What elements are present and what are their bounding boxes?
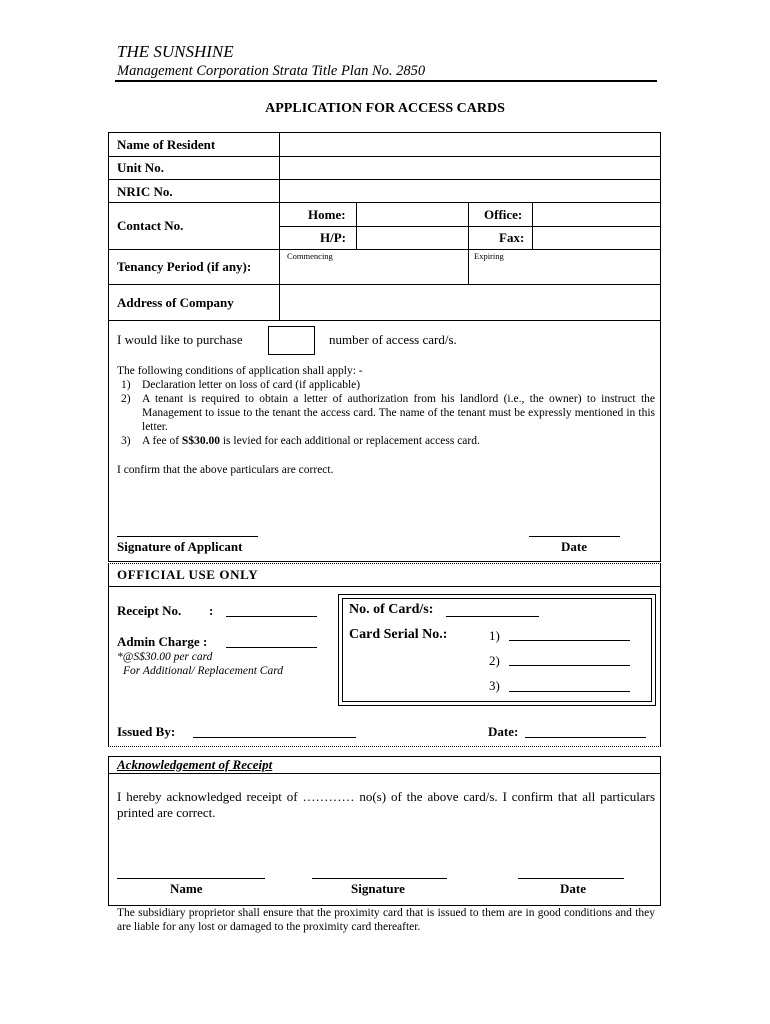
acknowledgement-heading-rule	[108, 773, 661, 774]
office-label: Office:	[484, 207, 523, 222]
condition-text: A tenant is required to obtain a letter of authorization from his landlord (i.e., the owner) to instruct the Management to issue to the tenant the access card. The name of the tenant must be expressly mentioned in this letter.	[142, 393, 655, 433]
card-serial-label: Card Serial No.:	[349, 627, 448, 642]
expiring-label: Expiring	[474, 251, 504, 261]
condition-number: 2)	[121, 393, 131, 405]
fee-amount: S$30.00	[181, 435, 220, 447]
tenancy-period-label: Tenancy Period (if any):	[117, 259, 252, 274]
home-phone-field[interactable]	[357, 203, 468, 226]
resident-name-field[interactable]	[280, 133, 660, 156]
company-address-field[interactable]	[280, 285, 660, 320]
condition-number: 1)	[121, 379, 131, 391]
condition-text: is levied for each additional or replacement access card.	[219, 435, 480, 447]
condition-item	[117, 378, 655, 392]
official-use-heading: OFFICIAL USE ONLY	[117, 567, 259, 582]
conditions-list	[117, 378, 655, 448]
office-phone-field[interactable]	[533, 203, 660, 226]
serial-field-1[interactable]	[509, 640, 630, 641]
condition-text: Declaration letter on loss of card (if applicable)	[142, 379, 361, 391]
admin-charge-label: Admin Charge :	[117, 634, 208, 649]
serial-number-1: 1)	[489, 628, 500, 643]
serial-field-2[interactable]	[509, 665, 630, 666]
admin-charge-rate: *@S$30.00 per card	[117, 651, 213, 663]
no-of-cards-label: No. of Card/s:	[349, 602, 434, 617]
serial-number-2: 2)	[489, 653, 500, 668]
acknowledgement-heading: Acknowledgement of Receipt	[117, 757, 273, 772]
official-left-border	[108, 563, 109, 746]
official-right-border	[660, 563, 661, 746]
fax-label: Fax:	[499, 230, 525, 245]
issued-date-label: Date:	[488, 724, 519, 739]
condition-number: 3)	[121, 435, 131, 447]
official-top-border	[108, 563, 661, 564]
applicant-date-line[interactable]	[529, 536, 620, 537]
receipt-no-label: Receipt No.	[117, 603, 182, 618]
header-rule	[115, 80, 657, 82]
serial-field-3[interactable]	[509, 691, 630, 692]
admin-charge-note: For Additional/ Replacement Card	[123, 665, 284, 677]
applicant-signature-line[interactable]	[117, 536, 258, 537]
unit-no-field[interactable]	[280, 157, 660, 179]
confirm-statement: I confirm that the above particulars are correct.	[117, 464, 334, 476]
tenancy-commencing-field[interactable]	[280, 250, 468, 284]
admin-charge-field[interactable]	[226, 647, 317, 648]
nric-no-field[interactable]	[280, 180, 660, 202]
conditions-intro: The following conditions of application shall apply: -	[117, 365, 363, 377]
purchase-suffix: number of access card/s.	[329, 332, 457, 347]
tenancy-expiring-field[interactable]	[469, 250, 660, 284]
no-of-cards-field[interactable]	[446, 616, 539, 617]
commencing-label: Commencing	[287, 251, 333, 261]
receipt-no-colon: :	[209, 603, 214, 618]
condition-item	[117, 392, 655, 434]
condition-item	[117, 434, 655, 448]
org-subtitle: Management Corporation Strata Title Plan No. 2850	[117, 63, 426, 79]
unit-no-label: Unit No.	[117, 160, 164, 175]
footer-note: The subsidiary proprietor shall ensure that the proximity card that is issued to them are in good conditions and they are liable for any lost or damaged to the proximity card thereafter.	[117, 907, 655, 933]
nric-no-label: NRIC No.	[117, 184, 173, 199]
purchase-prefix: I would like to purchase	[117, 332, 243, 347]
ack-date-line[interactable]	[518, 878, 624, 879]
issued-by-label: Issued By:	[117, 724, 176, 739]
ack-name-label: Name	[170, 881, 203, 896]
card-quantity-field[interactable]	[268, 326, 315, 355]
hp-field[interactable]	[357, 227, 468, 249]
acknowledgement-text: I hereby acknowledged receipt of ………… no(s) of the above card/s. I confirm that all particulars printed are correct.	[117, 789, 655, 820]
row-divider	[108, 320, 661, 321]
applicant-date-label: Date	[561, 539, 587, 554]
issued-by-field[interactable]	[193, 737, 356, 738]
hp-label: H/P:	[320, 230, 346, 245]
form-title: APPLICATION FOR ACCESS CARDS	[265, 101, 505, 116]
applicant-signature-label: Signature of Applicant	[117, 539, 243, 554]
issued-date-field[interactable]	[525, 737, 646, 738]
receipt-no-field[interactable]	[226, 616, 317, 617]
serial-number-3: 3)	[489, 678, 500, 693]
ack-date-label: Date	[560, 881, 586, 896]
fax-field[interactable]	[533, 227, 660, 249]
contact-no-label: Contact No.	[117, 218, 184, 233]
home-label: Home:	[308, 207, 346, 222]
company-address-label: Address of Company	[117, 295, 234, 310]
ack-signature-label: Signature	[351, 881, 405, 896]
official-bottom-border	[108, 746, 661, 747]
official-heading-rule	[108, 586, 661, 587]
resident-name-label: Name of Resident	[117, 137, 216, 152]
ack-name-line[interactable]	[117, 878, 265, 879]
condition-text: A fee of	[142, 435, 182, 447]
ack-signature-line[interactable]	[312, 878, 447, 879]
org-name: THE SUNSHINE	[117, 42, 234, 61]
